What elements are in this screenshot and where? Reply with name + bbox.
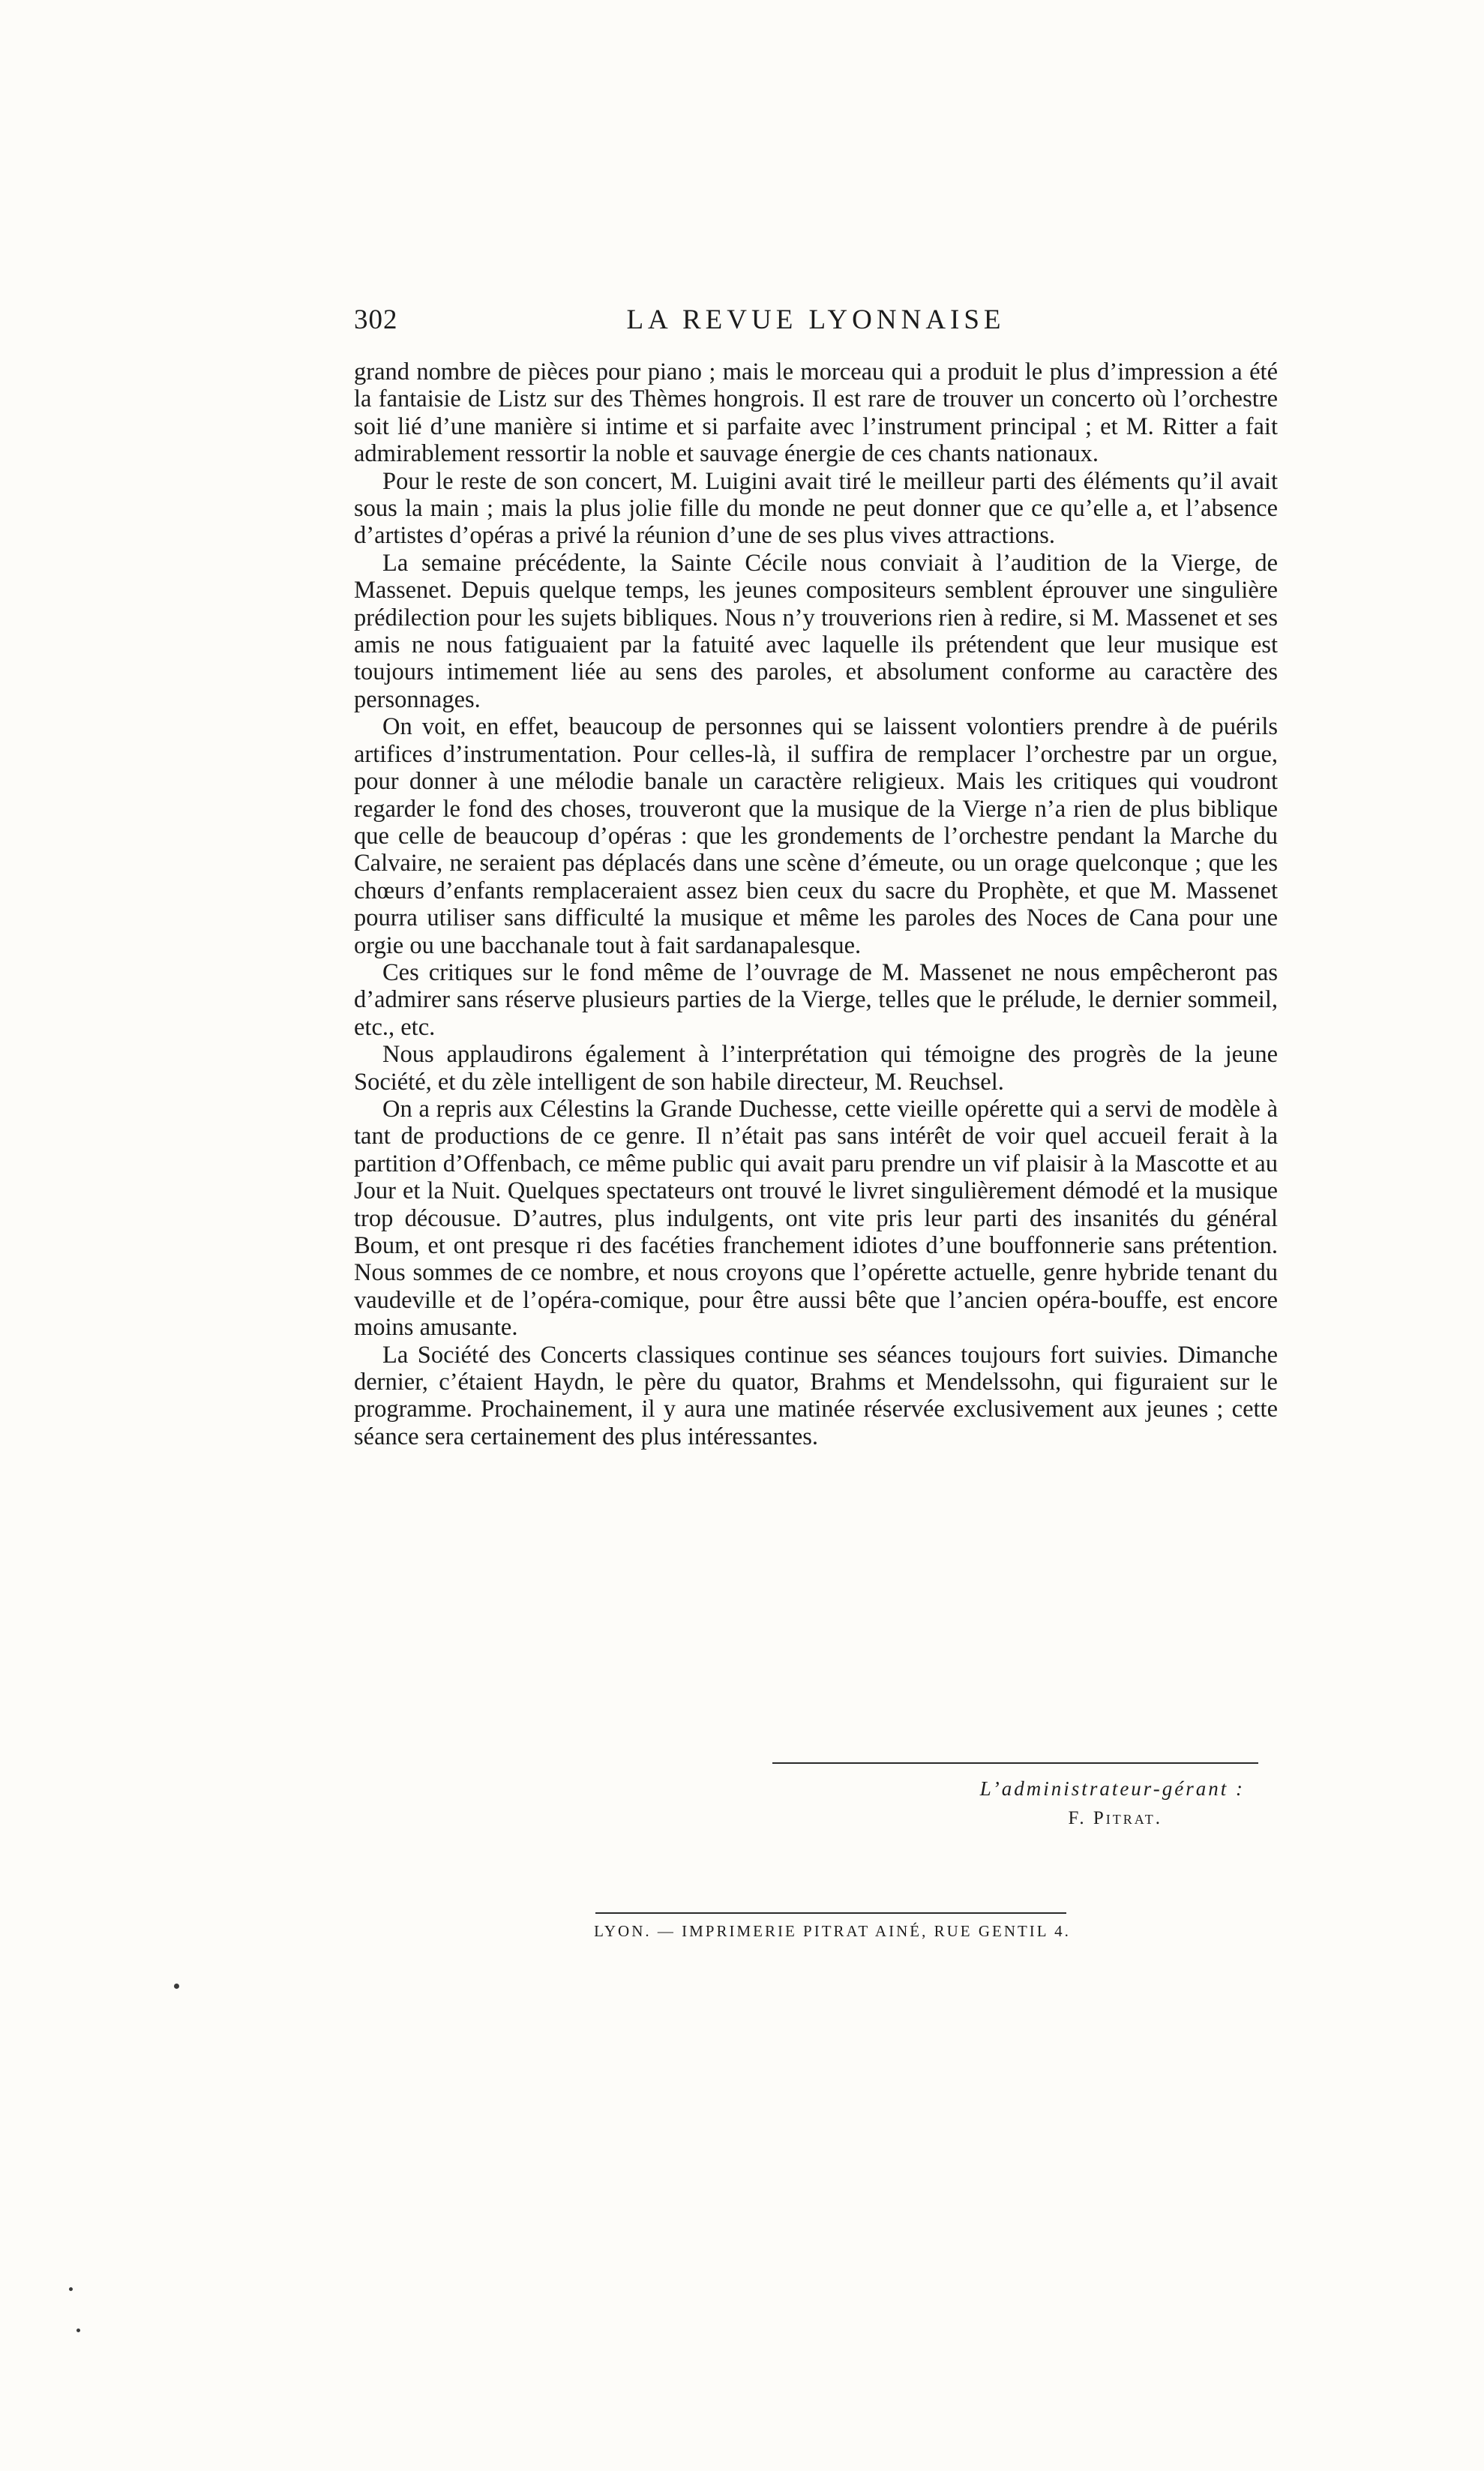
paragraph: grand nombre de pièces pour piano ; mais le morceau qui a produit le plus d’impression a été la fantaisie de Listz sur des Thèmes hongrois. Il est rare de trouver un concerto où l’orchestre soit lié d’une manière si intime et si parfaite avec l’instrument principal ; et M. Ritter a fait admirablement ressortir la noble et sauvage énergie de ces chants nationaux.: [354, 358, 1278, 468]
paragraph: La semaine précédente, la Sainte Cécile nous conviait à l’audition de la Vierge, de Massenet. Depuis quelque temps, les jeunes compositeurs semblent éprouver une singulière prédilection pour les sujets bibliques. Nous n’y trouverions rien à redire, si M. Massenet et ses amis ne nous fatiguaient par la fatuité avec laquelle ils prétendent que leur musique est toujours intimement liée au sens des paroles, et absolument conforme au caractère des personnages.: [354, 549, 1278, 713]
signature-rule: [772, 1762, 1258, 1764]
page-number: 302: [354, 304, 398, 335]
article-body: [354, 358, 1278, 1450]
paper-speck: [174, 1984, 179, 1989]
paragraph: On a repris aux Célestins la Grande Duchesse, cette vieille opérette qui a servi de modèle à tant de productions de ce genre. Il n’était pas sans intérêt de voir quel accueil ferait à la partition d’Offenbach, ce même public qui avait paru prendre un vif plaisir à la Mascotte et au Jour et la Nuit. Quelques spectateurs ont trouvé le livret singulièrement démodé et la musique trop décousue. D’autres, plus indulgents, ont vite pris leur parti des insanités du général Boum, et ont presque ri des facéties franchement idiotes d’une bouffonnerie sans prétention. Nous sommes de ce nombre, et nous croyons que l’opérette actuelle, genre hybride tenant du vaudeville et de l’opéra-comique, pour être aussi bête que l’ancien opéra-bouffe, est encore moins amusante.: [354, 1095, 1278, 1342]
paragraph: Nous applaudirons également à l’interprétation qui témoigne des progrès de la jeune Société, et du zèle intelligent de son habile directeur, M. Reuchsel.: [354, 1041, 1278, 1096]
journal-title: LA REVUE LYONNAISE: [626, 304, 1006, 335]
printer-imprint: LYON. — IMPRIMERIE PITRAT AINÉ, RUE GENTIL 4.: [594, 1922, 1071, 1940]
signature-role: L’administrateur-gérant :: [979, 1777, 1245, 1800]
running-header: [354, 304, 1278, 349]
signature-block: [780, 1774, 1260, 1834]
paragraph: Ces critiques sur le fond même de l’ouvrage de M. Massenet ne nous empêcheront pas d’admirer sans réserve plusieurs parties de la Vierge, telles que le prélude, le dernier sommeil, etc., etc.: [354, 958, 1278, 1041]
signature-name: F. Pitrat.: [1068, 1808, 1162, 1828]
paragraph: Pour le reste de son concert, M. Luigini avait tiré le meilleur parti des éléments qu’il avait sous la main ; mais la plus jolie fille du monde ne peut donner que ce qu’elle a, et l’absence d’artistes d’opéras a privé la réunion d’une de ses plus vives attractions.: [354, 467, 1278, 550]
paragraph: On voit, en effet, beaucoup de personnes qui se laissent volontiers prendre à de puérils artifices d’instrumentation. Pour celles-là, il suffira de remplacer l’orchestre par un orgue, pour donner à une mélodie banale un caractère religieux. Mais les critiques qui voudront regarder le fond des choses, trouveront que la musique de la Vierge n’a rien de plus biblique que celle de beaucoup d’opéras : que les grondements de l’orchestre pendant la Marche du Calvaire, ne seraient pas déplacés dans une scène d’émeute, ou un orage quelconque ; que les chœurs d’enfants remplaceraient assez bien ceux du sacre du Prophète, et que M. Massenet pourra utiliser sans difficulté la musique et même les paroles des Noces de Cana pour une orgie ou une bacchanale tout à fait sardanapalesque.: [354, 713, 1278, 959]
paragraph: La Société des Concerts classiques continue ses séances toujours fort suivies. Dimanche dernier, c’étaient Haydn, le père du quator, Brahms et Mendelssohn, qui figuraient sur le programme. Prochainement, il y aura une matinée réservée exclusivement aux jeunes ; cette séance sera certainement des plus intéressantes.: [354, 1341, 1278, 1450]
printer-rule: [595, 1912, 1066, 1914]
paper-speck: [69, 2287, 73, 2291]
paper-speck: [76, 2329, 80, 2332]
